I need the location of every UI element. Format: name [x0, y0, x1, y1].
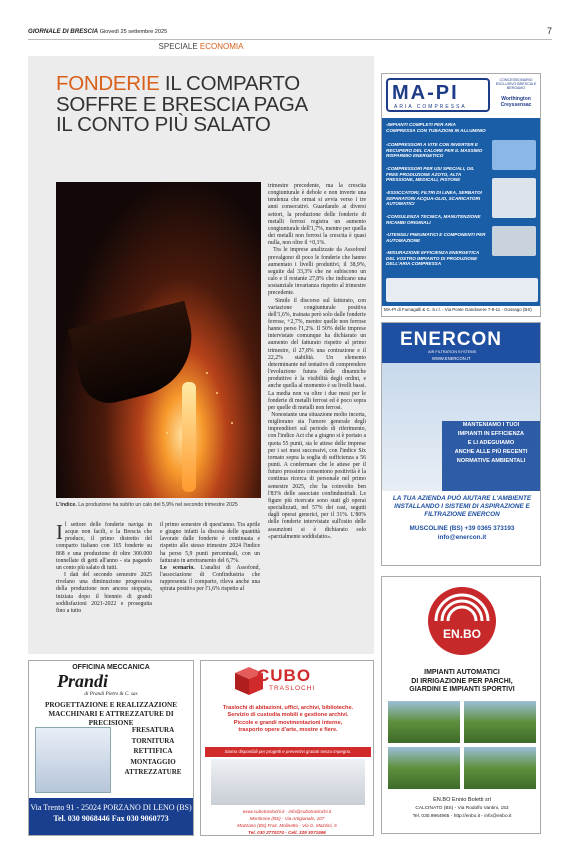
- prandi-headline: PROGETTAZIONE E REALIZZAZIONE MACCHINARI E ATTREZZATURE DI PRECISIONE: [44, 701, 178, 727]
- newspaper-name: GIORNALE DI BRESCIA: [28, 28, 99, 35]
- prandi-services: FRESATURA TORNITURA RETTIFICA MONTAGGIO ATTREZZATURE: [124, 726, 182, 776]
- irrigation-photo: [388, 747, 460, 789]
- enercon-contact: MUSCOLINE (BS) +39 0365 373193 info@enercon.it: [409, 525, 515, 541]
- spark: [206, 372, 208, 374]
- molten-metal-stream: [182, 382, 196, 492]
- header-rule: [28, 39, 552, 40]
- irrigation-photo: [388, 701, 460, 743]
- prandi-footer: Via Trento 91 - 25024 PORZANO DI LENO (BS) Tel. 030 9068446 Fax 030 9060773: [29, 798, 193, 836]
- article-column-1: Il settore delle fonderie naviga in acque non facili, e la Brescia che produce, il primo distretto del comparto italiano con 165 fonderie su 868 e una produzione di oltre 300.000 tonnellate di getti all'anno - sta pagando un conto più salato di tutti. I dati del secondo semestre 2025 rivelano una diminuzione progressiva della produzione non ancora stoppata, iniziata dopo il biennio di grandi soddisfazioni 2021-2022 e proseguita fino a tutto: [56, 520, 152, 614]
- enbo-logo-icon: [426, 585, 498, 657]
- enbo-name: EN.BO: [442, 627, 481, 641]
- concession-note: CONCESSIONARIO ESCLUSIVO BRESCIA E BERGAMO: [495, 78, 537, 90]
- page-number: 7: [546, 26, 552, 36]
- mapi-logo: MA-PI ARIA COMPRESSA: [386, 78, 490, 112]
- drop-cap: I: [56, 520, 63, 544]
- partner-logo: Worthington Creyssensac: [500, 96, 532, 108]
- ad-prandi[interactable]: OFFICINA MECCANICA Prandi di Prandi Pietro & C. sas PROGETTAZIONE E REALIZZAZIONE MACCHINARI E ATTREZZATURE DI PRECISIONE FRESATURA TORNITURA RETTIFICA MONTAGGIO ATTREZZATURE Via Trento 91 - 25024 PORZANO DI LENO (BS) Tel. 030 9068446 Fax 030 9060773: [28, 660, 194, 836]
- enercon-logo: ENERCON: [400, 329, 503, 350]
- dryer-image: [492, 178, 536, 218]
- irrigation-photo: [464, 701, 536, 743]
- header-date: Giovedì 25 settembre 2025: [99, 29, 168, 35]
- workshop-photo: [35, 727, 111, 793]
- cubo-services: Traslochi di abitazioni, uffici, archivi, biblioteche. Servizio di custodia mobili e gestione archivi. Piccole e grandi movimentazioni interne, trasporto opere d'arte, mostre e fiere.: [222, 705, 354, 734]
- foundry-photo: [56, 182, 261, 498]
- spark: [231, 422, 233, 424]
- article-title: FONDERIE IL COMPARTO SOFFRE E BRESCIA PAGA IL CONTO PIÙ SALATO: [56, 72, 308, 136]
- enbo-headline: IMPIANTI AUTOMATICI DI IRRIGAZIONE PER PARCHI, GIARDINI E IMPIANTI SPORTIVI: [409, 669, 515, 693]
- irrigation-photo: [464, 747, 536, 789]
- ad-enercon[interactable]: [381, 322, 541, 566]
- spark: [216, 392, 218, 394]
- photo-caption: L'indice. La produzione ha subìto un calo del 5,9% nel secondo trimestre 2025: [56, 502, 238, 508]
- enercon-message: MANTENIAMO I TUOI IMPIANTI IN EFFICIENZA E LI ADEGUIAMO ANCHE ALLE PIÙ RECENTI NORMATIVE AMBIENTALI: [442, 421, 540, 491]
- enercon-header: ENERCON AIR FILTRATION SYSTEMS WWW.ENERCON.IT: [382, 323, 541, 363]
- equipment-row-image: [386, 278, 538, 302]
- section-label: SPECIALE ECONOMIA: [158, 42, 244, 51]
- ad-enbo[interactable]: EN.BO IMPIANTI AUTOMATICI DI IRRIGAZIONE PER PARCHI, GIARDINI E IMPIANTI SPORTIVI EN.BO Ennio Boletti srl CALCINATO (BS) - Via Rodolfo Vantini, 153 Tel. 030.9964965 - http://enbo.it - info@enbo.it: [381, 576, 541, 834]
- prandi-logo: Prandi: [57, 671, 109, 691]
- mapi-footer: MA-PI di Fumagalli & C. S.r.l. - Via Ponte Gandovere 7-9-11 - Gussago (BS): [382, 306, 541, 317]
- enercon-tagline: LA TUA AZIENDA PUÒ AIUTARE L'AMBIENTE INSTALLANDO I SISTEMI DI ASPIRAZIONE E FILTRAZIONE ENERCON: [392, 495, 532, 518]
- truck-photo: [211, 759, 365, 805]
- compressor-image: [492, 140, 536, 170]
- cubo-banner: Siamo disponibili per progetti e preventivi gratuiti senza impegno.: [205, 747, 371, 757]
- spark: [166, 432, 168, 434]
- filter-image: [492, 226, 536, 256]
- article-column-3: trimestre precedente, ma la crescita congiunturale è debole e non inverte una tendenza che ormai si avvia verso i tre anni consecutivi. Guardando ai diversi settori, la produzione delle fonderie di metalli ferrosi registra un aumento congiunturale dell'1,7%, mentre per quella dei metalli non ferrosi la crescita è quasi nulla, non oltre il +0,1%. Tra le imprese analizzate da Assofond prevalgono di poco le fonderie che hanno aumentato i livelli produttivi, il 38,9%, seguite dal 33,3% che ne subiscono un calo e il restante 27,8% che indicano una sostanziale invarianza rispetto al trimestre precedente. Simile il discorso sul fatturato, con variazione congiunturale positiva dell'1,6%, trainata però solo dalle fonderie ferrose, +2,7%, mentre quelle non ferrose hanno perso l'1,2%. Il 50% delle imprese intervistate comunque ha dichiarato un aumento del fatturato rispetto al primo trimestre, il 27,8% una contrazione e il 22,2% stabilità. Un elemento determinante nel tentativo di comprendere l'evoluzione futura delle dinamiche produttive è la visibilità degli ordini, e anche quella al momento è su livelli bassi. La media non va oltre i due mesi per le fonderie di metalli ferrosi ed è poco sopra per quelle di metalli non ferrosi. Nonostante una situazione molto incerta, migliorano sia l'umore generale degli imprenditori sul periodo di riferimento, con l'indice Act che a giugno si è portato a quota 55 punti, sia le attese delle imprese per i sei mesi successivi, con l'indice Six tornato sopra la soglia di sufficienza a 56 punti. A confermare che le attese per il futuro prossimo consentono positività è la continua ricerca di personale nel primo semestre 2025, che ha coinvolto ben l'83% delle associate confindustriali. Le figure più ricercate sono stati gli operai specializzati, nel 57% dei casi, seguiti dagli operai generici, per il 31%. L'80% delle fonderie intervistate sull'esito delle assunzioni si è dichiarato solo «parzialmente soddisfatto».: [268, 183, 367, 540]
- ad-mapi[interactable]: [381, 73, 541, 317]
- article-column-2: il primo semestre di quest'anno. Tra aprile e giugno infatti la discesa delle quantità lavorate dalle fonderie è continuata e rispetto allo stesso trimestre 2024 l'indice ha perso 5,9 punti percentuali, con un fatturato in arretramento del 6,7%. Lo scenario. L'analisi di Assofond, l'associazione di Confindustria che rappresenta il comparto, rileva anche una spirata positiva per l'1,6% rispetto al: [160, 522, 260, 593]
- cubo-logo: CUBO: [257, 666, 312, 685]
- ad-cubo[interactable]: CUBO TRASLOCHI Traslochi di abitazioni, uffici, archivi, biblioteche. Servizio di custodia mobili e gestione archivi. Piccole e grandi movimentazioni interne, trasporto opere d'arte, mostre e fiere. Siamo disponibili per progetti e preventivi gratuiti senza impegno. www.cubotraslochi.it - info@cubotraslochi.it Montirone (BS) - Via Artigianale, 107 Mazzano (BS) Fraz. Molinetto - Via G. Mazzini, 5 Tel. 030 2770274 - Cell. 329 3071696: [200, 660, 374, 836]
- mapi-blue-panel: -IMPIANTI COMPLETI PER ARIA COMPRESSA CON TUBAZIONI IN ALLUMINIO -COMPRESSORI A VITE CON INVERTER E RECUPERO DEL CALORE PER IL MASSIMO RISPARMIO ENERGETICO -COMPRESSORI PER USI SPECIALI, OIL FREE PRODUZIONE AZOTO, ALTA PRESSIONE, MEDICALI, PISTONE -ESSICCATORI, FILTRI DI LINEA, SERBATOI SEPARATORI ACQUA-OLIO, SCARICATORI AUTOMATICI -CONSULENZA TECNICA, MANUTENZIONE RICAMBI ORIGINALI -UTENSILI PNEUMATICI E COMPONENTI PER AUTOMAZIONE -MISURAZIONE EFFICIENZA ENERGETICA DEL VOSTRO IMPIANTO DI PRODUZIONE DELL'ARIA COMPRESSA: [382, 118, 541, 306]
